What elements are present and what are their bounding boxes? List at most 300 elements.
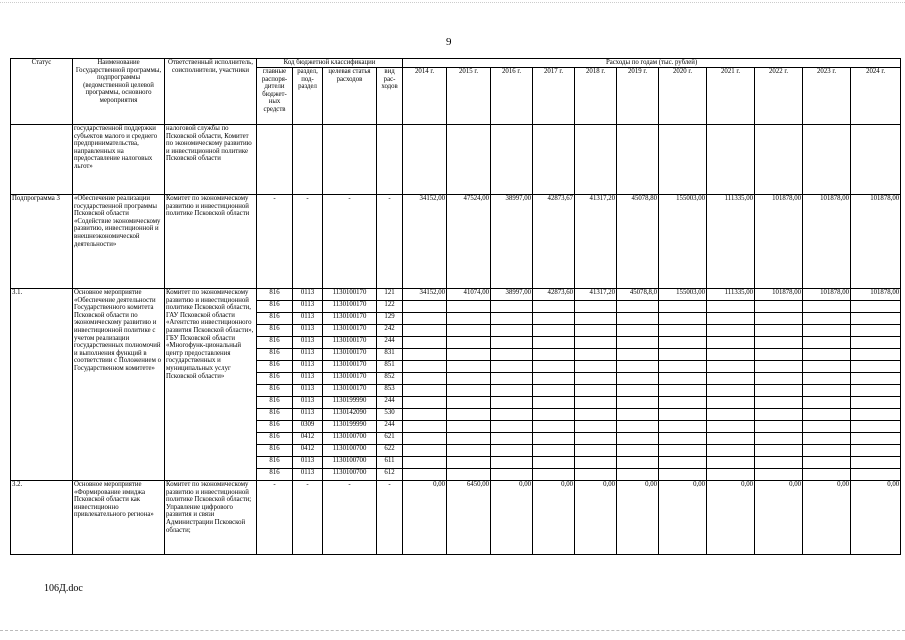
empty-cell [755, 433, 803, 445]
sub3-executor: Комитет по экономическому развитию и инвестиционной политике Псковской области [165, 195, 257, 289]
empty-cell [851, 361, 901, 373]
sub3-status: Подпрограмма 3 [11, 195, 73, 289]
code-rzpr: 0113 [293, 457, 323, 469]
empty-cell [491, 325, 533, 337]
empty-cell [755, 349, 803, 361]
r32-grbs: - [257, 481, 293, 555]
code-csr: 1130100170 [323, 349, 377, 361]
sub3-year-value: 155003,00 [659, 195, 707, 289]
sub3-year-value: 101878,00 [851, 195, 901, 289]
sub3-csr: - [323, 195, 377, 289]
empty-cell [851, 409, 901, 421]
continuation-row [11, 125, 901, 195]
cont-status [11, 125, 73, 195]
empty-cell [617, 373, 659, 385]
r32-year-value: 0,00 [575, 481, 617, 555]
empty-cell [533, 457, 575, 469]
page-number: 9 [446, 36, 452, 48]
empty-cell [491, 457, 533, 469]
empty-cell [803, 385, 851, 397]
empty-cell [659, 301, 707, 313]
empty-cell [575, 337, 617, 349]
empty-cell [403, 373, 447, 385]
code-rzpr: 0412 [293, 433, 323, 445]
empty-cell [575, 325, 617, 337]
empty-cell [491, 469, 533, 481]
r31-year-value: 45078,8,0 [617, 289, 659, 301]
empty-cell [403, 397, 447, 409]
empty-cell [447, 457, 491, 469]
header-expenses: Расходы по годам (тыс. рублей) [403, 59, 901, 68]
empty-cell [707, 409, 755, 421]
code-rzpr: 0113 [293, 313, 323, 325]
empty-cell [447, 337, 491, 349]
code-rzpr: 0113 [293, 373, 323, 385]
sub3-vr: - [377, 195, 403, 289]
empty-cell [755, 361, 803, 373]
r32-year-value: 0,00 [659, 481, 707, 555]
empty-cell [491, 301, 533, 313]
empty-cell [575, 433, 617, 445]
r32-year-value: 0,00 [803, 481, 851, 555]
r31-year-value: 101878,00 [755, 289, 803, 301]
empty-cell [575, 457, 617, 469]
code-grbs: 816 [257, 313, 293, 325]
code-csr: 1130100170 [323, 385, 377, 397]
empty-cell [803, 325, 851, 337]
empty-cell [575, 313, 617, 325]
empty-cell [403, 337, 447, 349]
empty-cell [575, 361, 617, 373]
code-csr: 1130100170 [323, 289, 377, 301]
code-rzpr: 0113 [293, 409, 323, 421]
empty-cell [533, 469, 575, 481]
r32-year-value: 0,00 [707, 481, 755, 555]
empty-cell [803, 397, 851, 409]
empty-cell [447, 469, 491, 481]
code-rzpr: 0113 [293, 361, 323, 373]
empty-cell [533, 397, 575, 409]
code-csr: 1130100170 [323, 337, 377, 349]
r32-year-value: 6450,00 [447, 481, 491, 555]
r31-status: 3.1. [11, 289, 73, 481]
empty-cell [803, 409, 851, 421]
header-name: Наименование Государственной программы, подпрограммы (ведомственной целевой программы, основного мероприятия [73, 59, 165, 125]
code-vr: 853 [377, 385, 403, 397]
code-rzpr: 0113 [293, 385, 323, 397]
empty-cell [803, 457, 851, 469]
code-csr: 1130100170 [323, 325, 377, 337]
empty-cell [447, 301, 491, 313]
code-rzpr: 0113 [293, 397, 323, 409]
r32-year-value: 0,00 [851, 481, 901, 555]
empty-cell [617, 385, 659, 397]
r32-rzpr: - [293, 481, 323, 555]
empty-cell [533, 337, 575, 349]
empty-cell [755, 325, 803, 337]
empty-cell [447, 349, 491, 361]
empty-cell [575, 349, 617, 361]
empty-cell [575, 445, 617, 457]
empty-cell [447, 445, 491, 457]
empty-cell [533, 349, 575, 361]
code-rzpr: 0113 [293, 325, 323, 337]
empty-cell [575, 385, 617, 397]
code-csr: 1130199990 [323, 421, 377, 433]
subprogram-3-row [11, 195, 901, 289]
code-vr: 121 [377, 289, 403, 301]
empty-cell [491, 349, 533, 361]
empty-cell [491, 337, 533, 349]
empty-cell [447, 409, 491, 421]
code-grbs: 816 [257, 457, 293, 469]
empty-cell [617, 337, 659, 349]
empty-cell [659, 421, 707, 433]
empty-cell [617, 409, 659, 421]
empty-cell [575, 421, 617, 433]
empty-cell [617, 421, 659, 433]
code-vr: 244 [377, 421, 403, 433]
empty-cell [491, 373, 533, 385]
empty-cell [755, 373, 803, 385]
empty-cell [491, 433, 533, 445]
empty-cell [491, 445, 533, 457]
empty-cell [617, 349, 659, 361]
empty-cell [851, 469, 901, 481]
r32-csr: - [323, 481, 377, 555]
code-row [11, 289, 901, 301]
empty-cell [447, 373, 491, 385]
empty-cell [707, 349, 755, 361]
empty-cell [491, 361, 533, 373]
r31-executor: Комитет по экономическому развитию и инвестиционной политике Псковской области, ГАУ Псковской области «Агентство инвестиционного развития Псковской области», ГБУ Псковской области «Многофунк-циональный центр предоставления государственных и муниципальных услуг Псковской области» [165, 289, 257, 481]
empty-cell [403, 457, 447, 469]
code-grbs: 816 [257, 385, 293, 397]
empty-cell [707, 385, 755, 397]
header-year: 2024 г. [851, 68, 901, 125]
code-vr: 242 [377, 325, 403, 337]
code-vr: 244 [377, 397, 403, 409]
r31-year-value: 42873,60 [533, 289, 575, 301]
empty-cell [617, 325, 659, 337]
empty-cell [403, 433, 447, 445]
header-year: 2015 г. [447, 68, 491, 125]
empty-cell [617, 433, 659, 445]
empty-cell [659, 373, 707, 385]
r31-year-value: 155003,00 [659, 289, 707, 301]
empty-cell [851, 421, 901, 433]
empty-cell [707, 469, 755, 481]
empty-cell [617, 457, 659, 469]
code-vr: 612 [377, 469, 403, 481]
empty-cell [851, 313, 901, 325]
empty-cell [491, 397, 533, 409]
code-vr: 244 [377, 337, 403, 349]
code-csr: 1130100700 [323, 469, 377, 481]
code-vr: 831 [377, 349, 403, 361]
header-year: 2021 г. [707, 68, 755, 125]
empty-cell [403, 361, 447, 373]
empty-cell [707, 313, 755, 325]
r32-executor: Комитет по экономическому развитию и инвестиционной политике Псковской области; Управление цифрового развития и связи Администрации Псковской области; [165, 481, 257, 555]
r31-year-value: 38997,00 [491, 289, 533, 301]
sub3-year-value: 34152,00 [403, 195, 447, 289]
empty-cell [659, 361, 707, 373]
code-rzpr: 0113 [293, 337, 323, 349]
empty-cell [803, 433, 851, 445]
empty-cell [803, 421, 851, 433]
empty-cell [617, 445, 659, 457]
sub3-year-value: 41317,20 [575, 195, 617, 289]
empty-cell [617, 301, 659, 313]
empty-cell [851, 373, 901, 385]
r32-name: Основное мероприятие «Формирование имиджа Псковской области как инвестиционно привлекательного региона» [73, 481, 165, 555]
sub3-year-value: 47524,00 [447, 195, 491, 289]
empty-cell [533, 421, 575, 433]
empty-cell [707, 421, 755, 433]
empty-cell [403, 325, 447, 337]
empty-cell [617, 313, 659, 325]
header-year: 2022 г. [755, 68, 803, 125]
empty-cell [851, 397, 901, 409]
empty-cell [851, 301, 901, 313]
empty-cell [851, 337, 901, 349]
code-grbs: 816 [257, 409, 293, 421]
empty-cell [447, 385, 491, 397]
header-year: 2017 г. [533, 68, 575, 125]
empty-cell [803, 301, 851, 313]
code-vr: 851 [377, 361, 403, 373]
empty-cell [533, 313, 575, 325]
empty-cell [851, 385, 901, 397]
cont-name: государственной поддержки субъектов малого и среднего предпринимательства, направленных на предоставление налоговых льгот» [73, 125, 165, 195]
sub3-year-value: 45078,80 [617, 195, 659, 289]
empty-cell [755, 409, 803, 421]
empty-cell [403, 301, 447, 313]
code-vr: 122 [377, 301, 403, 313]
empty-cell [533, 361, 575, 373]
empty-cell [707, 457, 755, 469]
empty-cell [659, 337, 707, 349]
empty-cell [851, 325, 901, 337]
empty-cell [707, 397, 755, 409]
code-rzpr: 0113 [293, 349, 323, 361]
empty-cell [403, 421, 447, 433]
empty-cell [851, 457, 901, 469]
header-year: 2020 г. [659, 68, 707, 125]
empty-cell [447, 433, 491, 445]
empty-cell [755, 445, 803, 457]
code-vr: 622 [377, 445, 403, 457]
empty-cell [707, 337, 755, 349]
code-vr: 852 [377, 373, 403, 385]
empty-cell [575, 397, 617, 409]
r31-year-value: 41074,00 [447, 289, 491, 301]
footer-filename: 106Д.doc [44, 583, 83, 594]
empty-cell [447, 325, 491, 337]
empty-cell [533, 433, 575, 445]
code-rzpr: 0113 [293, 469, 323, 481]
empty-cell [575, 301, 617, 313]
code-vr: 611 [377, 457, 403, 469]
code-grbs: 816 [257, 445, 293, 457]
r32-year-value: 0,00 [617, 481, 659, 555]
sub3-rzpr: - [293, 195, 323, 289]
r32-vr: - [377, 481, 403, 555]
cont-executor: налоговой службы по Псковской области, Комитет по экономическому развитию и инвестиционной политике Псковской области [165, 125, 257, 195]
code-csr: 1130100700 [323, 457, 377, 469]
code-grbs: 816 [257, 433, 293, 445]
empty-cell [755, 313, 803, 325]
header-vr: вид рас-ходов [377, 68, 403, 125]
code-grbs: 816 [257, 373, 293, 385]
empty-cell [403, 385, 447, 397]
empty-cell [803, 469, 851, 481]
empty-cell [707, 325, 755, 337]
r32-status: 3.2. [11, 481, 73, 555]
empty-cell [533, 301, 575, 313]
empty-cell [659, 469, 707, 481]
empty-cell [533, 325, 575, 337]
empty-cell [491, 313, 533, 325]
empty-cell [707, 445, 755, 457]
sub3-year-value: 38997,00 [491, 195, 533, 289]
r31-year-value: 101878,00 [851, 289, 901, 301]
empty-cell [755, 469, 803, 481]
empty-cell [447, 313, 491, 325]
r31-year-value: 111335,00 [707, 289, 755, 301]
sub3-year-value: 111335,00 [707, 195, 755, 289]
empty-cell [491, 421, 533, 433]
empty-cell [851, 349, 901, 361]
empty-cell [617, 397, 659, 409]
code-grbs: 816 [257, 349, 293, 361]
empty-cell [803, 337, 851, 349]
header-year: 2016 г. [491, 68, 533, 125]
empty-cell [533, 409, 575, 421]
code-rzpr: 0412 [293, 445, 323, 457]
code-grbs: 816 [257, 397, 293, 409]
empty-cell [659, 313, 707, 325]
empty-cell [659, 385, 707, 397]
empty-cell [617, 469, 659, 481]
bottom-edge-line [0, 630, 905, 631]
empty-cell [707, 361, 755, 373]
empty-cell [403, 349, 447, 361]
empty-cell [755, 385, 803, 397]
header-year: 2018 г. [575, 68, 617, 125]
measure-3-2-row [11, 481, 901, 555]
empty-cell [447, 397, 491, 409]
code-vr: 530 [377, 409, 403, 421]
empty-cell [659, 325, 707, 337]
top-edge-line [0, 2, 905, 3]
empty-cell [575, 409, 617, 421]
empty-cell [755, 397, 803, 409]
r32-year-value: 0,00 [403, 481, 447, 555]
code-csr: 1130100170 [323, 313, 377, 325]
empty-cell [403, 445, 447, 457]
header-grbs: главные распоря-дители бюджет-ных средств [257, 68, 293, 125]
empty-cell [659, 349, 707, 361]
empty-cell [659, 457, 707, 469]
empty-cell [575, 469, 617, 481]
code-rzpr: 0113 [293, 301, 323, 313]
header-row-1 [11, 59, 901, 68]
code-grbs: 816 [257, 301, 293, 313]
empty-cell [659, 445, 707, 457]
code-csr: 1130100700 [323, 433, 377, 445]
code-grbs: 816 [257, 337, 293, 349]
r31-name: Основное мероприятие «Обеспечение деятельности Государственного комитета Псковской области по экономическому развитию и инвестиционной политике с учетом реализации государственных полномочий и выполнения функций в соответствии с Положением о Государственном комитете» [73, 289, 165, 481]
empty-cell [803, 313, 851, 325]
code-csr: 1130100700 [323, 445, 377, 457]
empty-cell [659, 433, 707, 445]
code-rzpr: 0309 [293, 421, 323, 433]
empty-cell [403, 313, 447, 325]
empty-cell [851, 445, 901, 457]
code-grbs: 816 [257, 325, 293, 337]
code-csr: 1130199990 [323, 397, 377, 409]
empty-cell [707, 433, 755, 445]
empty-cell [533, 373, 575, 385]
empty-cell [803, 445, 851, 457]
sub3-name: «Обеспечение реализации государственной программы Псковской области «Содействие экономическому развитию, инвестиционной и внешнеэкономической деятельности» [73, 195, 165, 289]
header-status: Статус [11, 59, 73, 125]
code-csr: 1130142090 [323, 409, 377, 421]
empty-cell [803, 373, 851, 385]
empty-cell [707, 301, 755, 313]
empty-cell [659, 397, 707, 409]
r31-year-value: 34152,00 [403, 289, 447, 301]
empty-cell [403, 409, 447, 421]
empty-cell [533, 445, 575, 457]
empty-cell [491, 385, 533, 397]
empty-cell [533, 385, 575, 397]
header-year: 2014 г. [403, 68, 447, 125]
code-grbs: 816 [257, 469, 293, 481]
code-grbs: 816 [257, 361, 293, 373]
empty-cell [447, 361, 491, 373]
code-vr: 621 [377, 433, 403, 445]
empty-cell [803, 361, 851, 373]
header-csr: целевая статья расходов [323, 68, 377, 125]
sub3-year-value: 101878,00 [803, 195, 851, 289]
empty-cell [617, 361, 659, 373]
code-csr: 1130100170 [323, 301, 377, 313]
r31-year-value: 101878,00 [803, 289, 851, 301]
header-year: 2023 г. [803, 68, 851, 125]
code-grbs: 816 [257, 421, 293, 433]
code-rzpr: 0113 [293, 289, 323, 301]
sub3-grbs: - [257, 195, 293, 289]
empty-cell [707, 373, 755, 385]
r32-year-value: 0,00 [491, 481, 533, 555]
empty-cell [803, 349, 851, 361]
budget-table [10, 58, 901, 555]
r32-year-value: 0,00 [533, 481, 575, 555]
r32-year-value: 0,00 [755, 481, 803, 555]
header-kbk: Код бюджетной классификации [257, 59, 403, 68]
header-executor: Ответственный исполнитель, соисполнители, участники [165, 59, 257, 125]
sub3-year-value: 42873,67 [533, 195, 575, 289]
header-year: 2019 г. [617, 68, 659, 125]
empty-cell [403, 469, 447, 481]
empty-cell [851, 433, 901, 445]
measure-3-1 [11, 289, 901, 481]
header-rzpr: раздел, под-раздел [293, 68, 323, 125]
sub3-year-value: 101878,00 [755, 195, 803, 289]
